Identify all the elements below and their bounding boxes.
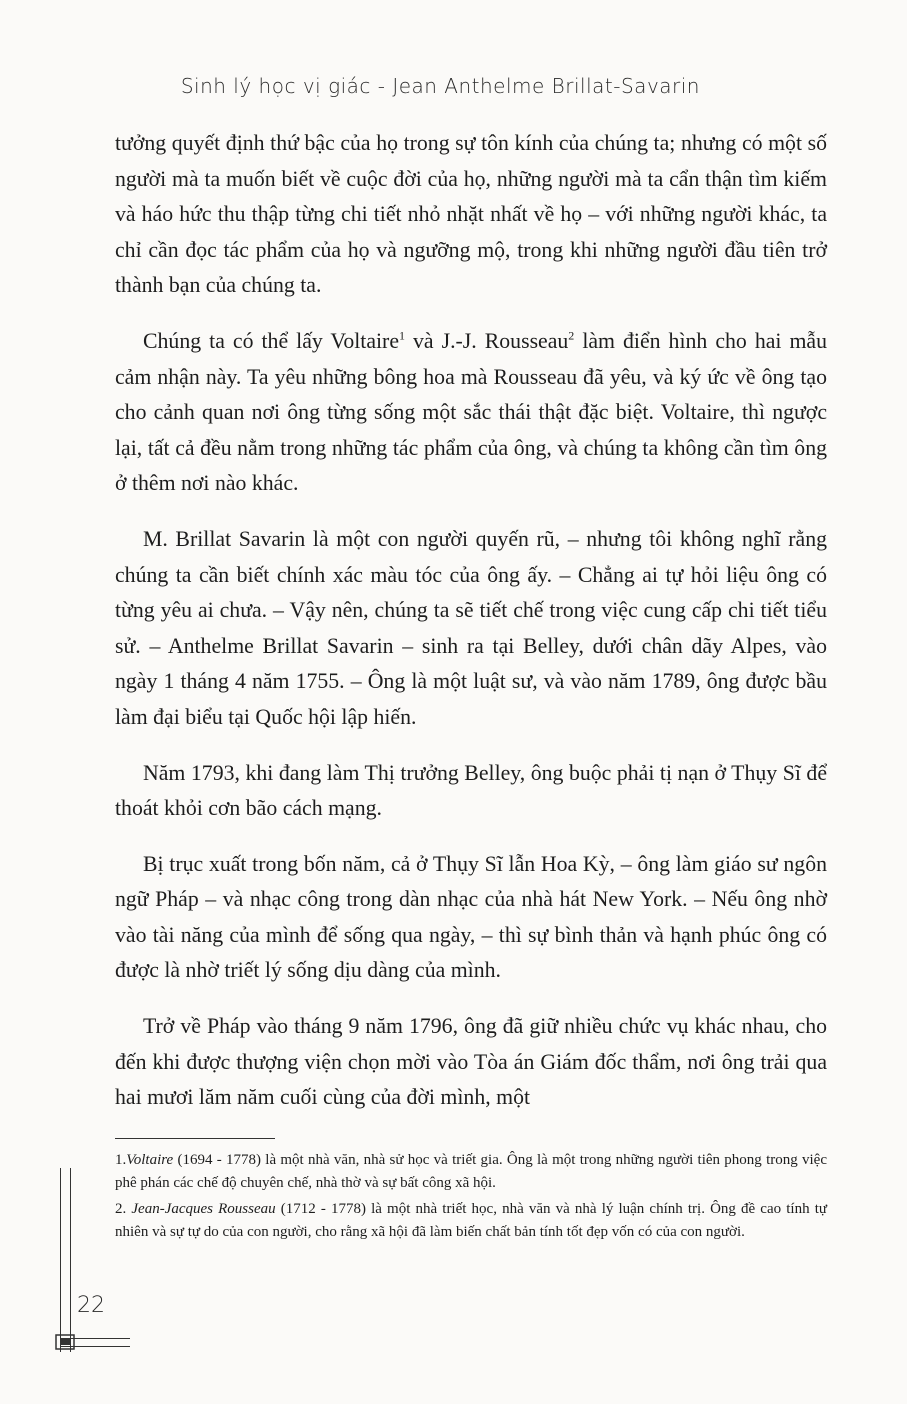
footnote-1-name: Voltaire: [126, 1152, 174, 1168]
paragraph-5: Bị trục xuất trong bốn năm, cả ở Thụy Sĩ lẫn Hoa Kỳ, – ông làm giáo sư ngôn ngữ Pháp – và nhạc công trong dàn nhạc của nhà hát New York. – Nếu ông nhờ vào tài năng của mình để sống qua ngày, – thì sự bình thản và hạnh phúc ông có được là nhờ triết lý sống dịu dàng của mình.: [115, 851, 827, 983]
footnote-2: [115, 1198, 827, 1243]
footnote-divider: [115, 1138, 275, 1139]
paragraph-2-part-a: Chúng ta có thể lấy Voltaire: [143, 328, 399, 353]
paragraph-6: Trở về Pháp vào tháng 9 năm 1796, ông đã giữ nhiều chức vụ khác nhau, cho đến khi được thượng viện chọn mời vào Tòa án Giám đốc thẩm, nơi ông trải qua hai mươi lăm năm cuối cùng của đời mình, một: [115, 1014, 827, 1110]
footnote-2-text: (1712 - 1778) là một nhà triết học, nhà văn và nhà lý luận chính trị. Ông đề cao tính tự nhiên và sự tự do của con người, cho rằng xã hội đã làm biến chất bản tính tốt đẹp vốn có của con người.: [115, 1201, 827, 1240]
running-header: Sinh lý học vị giác - Jean Anthelme Brillat-Savarin: [180, 74, 700, 98]
paragraph-2-part-b: và J.-J. Rousseau: [405, 328, 569, 353]
footnote-2-number: 2.: [115, 1201, 132, 1217]
paragraph-2-part-c: làm điển hình cho hai mẫu cảm nhận này. Ta yêu những bông hoa mà Rousseau đã yêu, và ký ức về ông tạo cho cảnh quan nơi ông từng sống một sắc thái thật đặc biệt. Voltaire, thì ngược lại, tất cả đều nằm trong những tác phẩm của ông, và chúng ta không cần tìm ông ở thêm nơi nào khác.: [115, 328, 827, 496]
footnote-ref-1: 1: [399, 328, 405, 343]
footnote-1-text: (1694 - 1778) là một nhà văn, nhà sử học và triết gia. Ông là một trong những người tiên phong trong việc phê phán các chế độ chuyên chế, nhà thờ và sự bất công xã hội.: [115, 1152, 827, 1191]
paragraph-1: tưởng quyết định thứ bậc của họ trong sự tôn kính của chúng ta; nhưng có một số người mà ta muốn biết về cuộc đời của họ, những người mà ta cẩn thận tìm kiếm và háo hức thu thập từng chi tiết nhỏ nhặt nhất về họ – với những người khác, ta chỉ cần đọc tác phẩm của họ và ngưỡng mộ, trong khi những người đầu tiên trở thành bạn của chúng ta.: [115, 131, 827, 298]
footnote-ref-2: 2: [568, 328, 575, 343]
footnote-2-name: Jean-Jacques Rousseau: [131, 1201, 276, 1217]
main-text: [115, 126, 827, 1136]
paragraph-3: M. Brillat Savarin là một con người quyến rũ, – nhưng tôi không nghĩ rằng chúng ta cần biết chính xác màu tóc của ông ấy. – Chẳng ai tự hỏi liệu ông có từng yêu ai chưa. – Vậy nên, chúng ta sẽ tiết chế trong việc cung cấp chi tiết tiểu sử. – Anthelme Brillat Savarin – sinh ra tại Belley, dưới chân dãy Alpes, vào ngày 1 tháng 4 năm 1755. – Ông là một luật sư, và vào năm 1789, ông được bầu làm đại biểu tại Quốc hội lập hiến.: [115, 526, 827, 729]
footnote-1: [115, 1149, 827, 1194]
paragraph-2: [115, 324, 827, 502]
footnote-1-number: 1.: [115, 1152, 127, 1168]
corner-ornament-icon: [55, 1334, 77, 1352]
footnotes: [115, 1149, 827, 1247]
page-number: 22: [77, 1293, 105, 1318]
paragraph-4: Năm 1793, khi đang làm Thị trưởng Belley, ông buộc phải tị nạn ở Thụy Sĩ để thoát khỏi cơn bão cách mạng.: [115, 760, 827, 821]
corner-frame-vertical: [60, 1168, 71, 1352]
